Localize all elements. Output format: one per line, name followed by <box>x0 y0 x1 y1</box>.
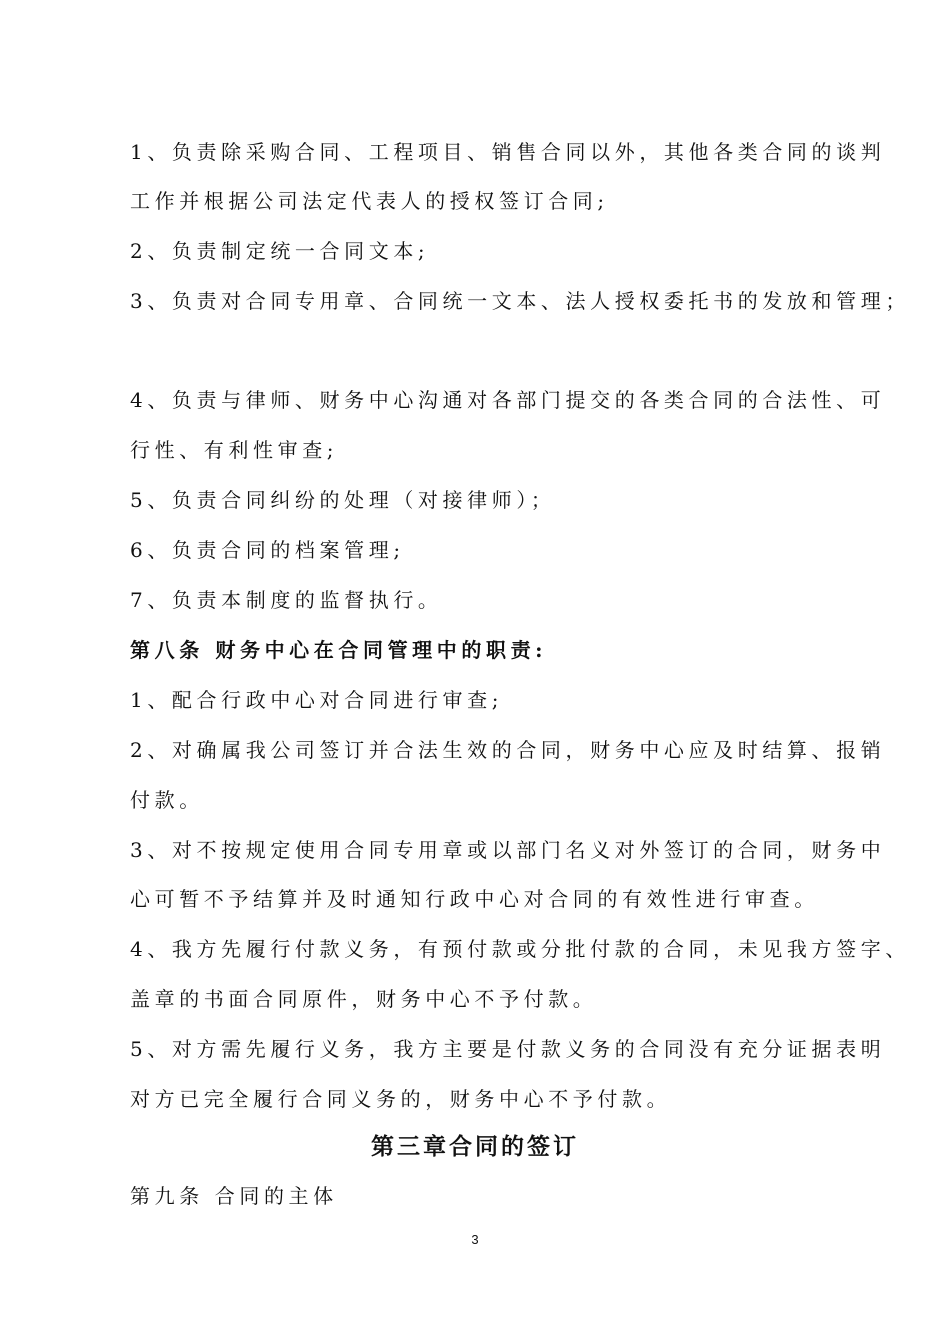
body-text-line: 3、负责对合同专用章、合同统一文本、法人授权委托书的发放和管理； <box>130 289 910 313</box>
body-text-line: 行性、有利性审查; <box>130 438 339 462</box>
body-text-line: 2、负责制定统一合同文本; <box>130 239 430 263</box>
article-heading: 第九条 合同的主体 <box>130 1184 338 1208</box>
body-text-line: 7、负责本制度的监督执行。 <box>130 588 443 612</box>
body-text-line: 盖章的书面合同原件，财务中心不予付款。 <box>130 987 598 1011</box>
body-text-line: 1、负责除采购合同、工程项目、销售合同以外，其他各类合同的谈判 <box>130 140 886 164</box>
body-text-line: 5、对方需先履行义务，我方主要是付款义务的合同没有充分证据表明 <box>130 1037 886 1061</box>
chapter-title: 第三章合同的签订 <box>371 1133 579 1160</box>
body-text-line: 5、负责合同纠纷的处理（对接律师）； <box>130 488 556 512</box>
body-text-line: 工作并根据公司法定代表人的授权签订合同; <box>130 189 609 213</box>
body-text-line: 对方已完全履行合同义务的，财务中心不予付款。 <box>130 1087 672 1111</box>
page-number: 3 <box>471 1232 479 1247</box>
body-text-line: 4、负责与律师、财务中心沟通对各部门提交的各类合同的合法性、可 <box>130 388 886 412</box>
body-text-line: 6、负责合同的档案管理; <box>130 538 405 562</box>
body-text-line: 付款。 <box>130 788 204 812</box>
article-heading: 第八条 财务中心在合同管理中的职责: <box>130 638 548 662</box>
body-text-line: 1、配合行政中心对合同进行审查; <box>130 688 504 712</box>
body-text-line: 心可暂不予结算并及时通知行政中心对合同的有效性进行审查。 <box>130 887 819 911</box>
body-text-line: 4、我方先履行付款义务，有预付款或分批付款的合同，未见我方签字、 <box>130 937 910 961</box>
body-text-line: 2、对确属我公司签订并合法生效的合同，财务中心应及时结算、报销 <box>130 738 886 762</box>
body-text-line: 3、对不按规定使用合同专用章或以部门名义对外签订的合同，财务中 <box>130 838 886 862</box>
